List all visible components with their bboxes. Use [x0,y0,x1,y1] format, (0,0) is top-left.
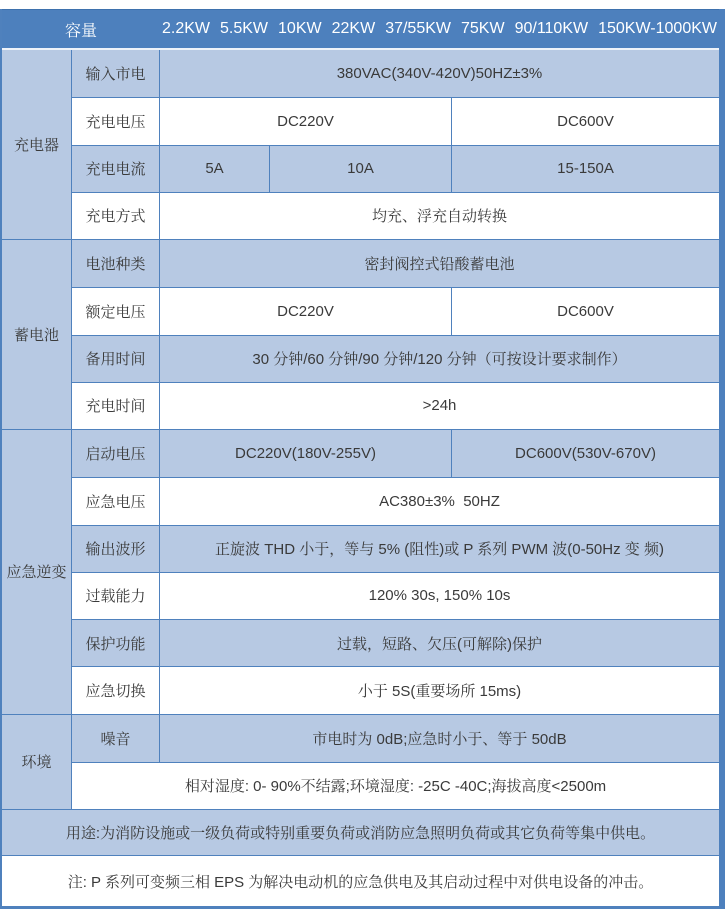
value-cell: 正旋波 THD 小于，等与 5% (阻性)或 P 系列 PWM 波(0-50Hz 变 频) [215,541,664,559]
spec-row [72,192,719,239]
value-cell: 均充、浮充自动转换 [371,208,507,226]
remark-row: 注: P 系列可变频三相 EPS 为解决电动机的应急供电及其启动过程中对供电设备的冲击。 [2,855,719,906]
row-label: 噪音 [72,715,160,762]
capacity-value: 22KW [331,20,376,37]
spec-row [72,715,719,762]
row-label: 充电电流 [72,146,160,192]
value-cell: 5A [160,146,270,192]
spec-row [72,50,719,97]
value-cell: AC380±3% 50HZ [379,492,500,510]
row-label: 输入市电 [72,50,160,97]
row-label: 电池种类 [72,240,160,287]
value-cell: 380VAC(340V-420V)50HZ±3% [336,65,543,83]
value-cell: 30 分钟/60 分钟/90 分钟/120 分钟（可按设计要求制作） [252,351,627,369]
value-cell: 15-150A [557,160,614,178]
row-label: 输出波形 [72,526,160,572]
capacity-values [160,20,719,38]
spec-row [72,477,719,524]
value-cell: >24h [422,397,457,415]
row-label: 应急切换 [72,667,160,713]
group-emergency-inverter: 应急逆变 [2,430,72,714]
group-environment: 环境 [2,715,72,810]
spec-row [72,145,719,192]
value-cell: 10A [270,146,452,192]
spec-row [72,287,719,334]
value-cell: 相对湿度: 0- 90%不结露;环境湿度: -25C -40C;海拔高度<2500m [184,778,607,796]
row-label: 应急电压 [72,478,160,524]
spec-row [72,97,719,144]
capacity-value: 90/110KW [514,20,589,37]
spec-section [2,714,719,810]
spec-row [72,572,719,619]
capacity-header-row [2,9,719,50]
row-label: 过载能力 [72,573,160,619]
spec-row [72,240,719,287]
group-battery: 蓄电池 [2,240,72,429]
row-label: 保护功能 [72,620,160,666]
value-cell: 小于 5S(重要场所 15ms) [357,682,522,700]
capacity-value: 10KW [278,20,322,37]
value-cell: 密封阀控式铅酸蓄电池 [364,256,515,274]
row-label: 充电方式 [72,193,160,239]
value-cell: DC600V [557,112,614,130]
spec-section [2,50,719,239]
capacity-value: 37/55KW [385,20,451,37]
capacity-header-label: 容量 [64,22,97,40]
group-charger: 充电器 [2,50,72,239]
value-cell: DC600V [557,302,614,320]
row-label: 备用时间 [72,336,160,382]
value-cell: 市电时为 0dB;应急时小于、等于 50dB [312,730,567,748]
value-cell: DC220V [160,288,452,334]
value-cell: 过载，短路、欠压(可解除)保护 [337,635,542,653]
row-label: 额定电压 [72,288,160,334]
spec-row [72,525,719,572]
spec-row [72,666,719,713]
capacity-value: 5.5KW [220,20,269,37]
spec-section [2,429,719,714]
spec-row [72,762,719,809]
value-cell: 120% 30s, 150% 10s [368,587,511,605]
row-label: 启动电压 [72,430,160,477]
value-cell: DC220V(180V-255V) [160,430,452,477]
spec-row [72,430,719,477]
row-label: 充电电压 [72,98,160,144]
capacity-value: 150KW-1000KW [598,20,717,37]
capacity-value: 2.2KW [162,20,211,37]
spec-sections [2,50,719,809]
spec-row [72,335,719,382]
spec-section [2,239,719,429]
spec-row [72,619,719,666]
value-cell: DC220V [160,98,452,144]
row-label: 充电时间 [72,383,160,429]
value-cell: DC600V(530V-670V) [515,445,656,463]
capacity-value: 75KW [461,20,505,37]
spec-row [72,382,719,429]
spec-table [0,9,725,909]
usage-note-row: 用途:为消防设施或一级负荷或特别重要负荷或消防应急照明负荷或其它负荷等集中供电。 [2,809,719,855]
